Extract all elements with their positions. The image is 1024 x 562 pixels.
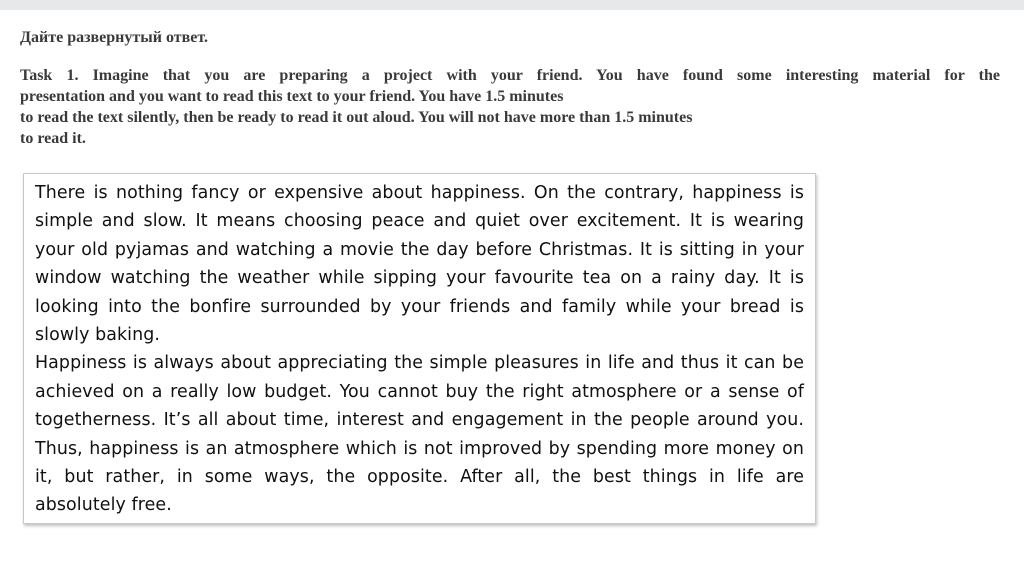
reading-passage-box bbox=[23, 173, 816, 524]
task-line-2: presentation and you want to read this text to your friend. You have 1.5 minutes bbox=[20, 88, 564, 105]
instruction-heading: Дайте развернутый ответ. bbox=[20, 29, 208, 46]
task-line-1: Task 1. Imagine that you are preparing a project with your friend. You have found some interesting material for the bbox=[20, 67, 1000, 84]
task-line-3: to read the text silently, then be ready to read it out aloud. You will not have more than 1.5 minutes bbox=[20, 109, 693, 126]
task-description bbox=[20, 65, 1000, 149]
passage-paragraph-2: Happiness is always about appreciating the simple pleasures in life and thus it can be achieved on a really low budget. You cannot buy the right atmosphere or a sense of togetherness. It’s all about time, interest and engagement in the people around you. Thus, happiness is an atmosphere which is not improved by spending more money on it, but rather, in some ways, the opposite. After all, the best things in life are absolutely free. bbox=[35, 353, 804, 516]
top-bar bbox=[0, 0, 1024, 10]
passage-paragraph-1: There is nothing fancy or expensive about happiness. On the contrary, happiness is simple and slow. It means choosing peace and quiet over excitement. It is wearing your old pyjamas and watching a movie the day before Christmas. It is sitting in your window watching the weather while sipping your favourite tea on a rainy day. It is looking into the bonfire surrounded by your friends and family while your bread is slowly baking. bbox=[35, 183, 804, 346]
task-line-4: to read it. bbox=[20, 130, 86, 147]
